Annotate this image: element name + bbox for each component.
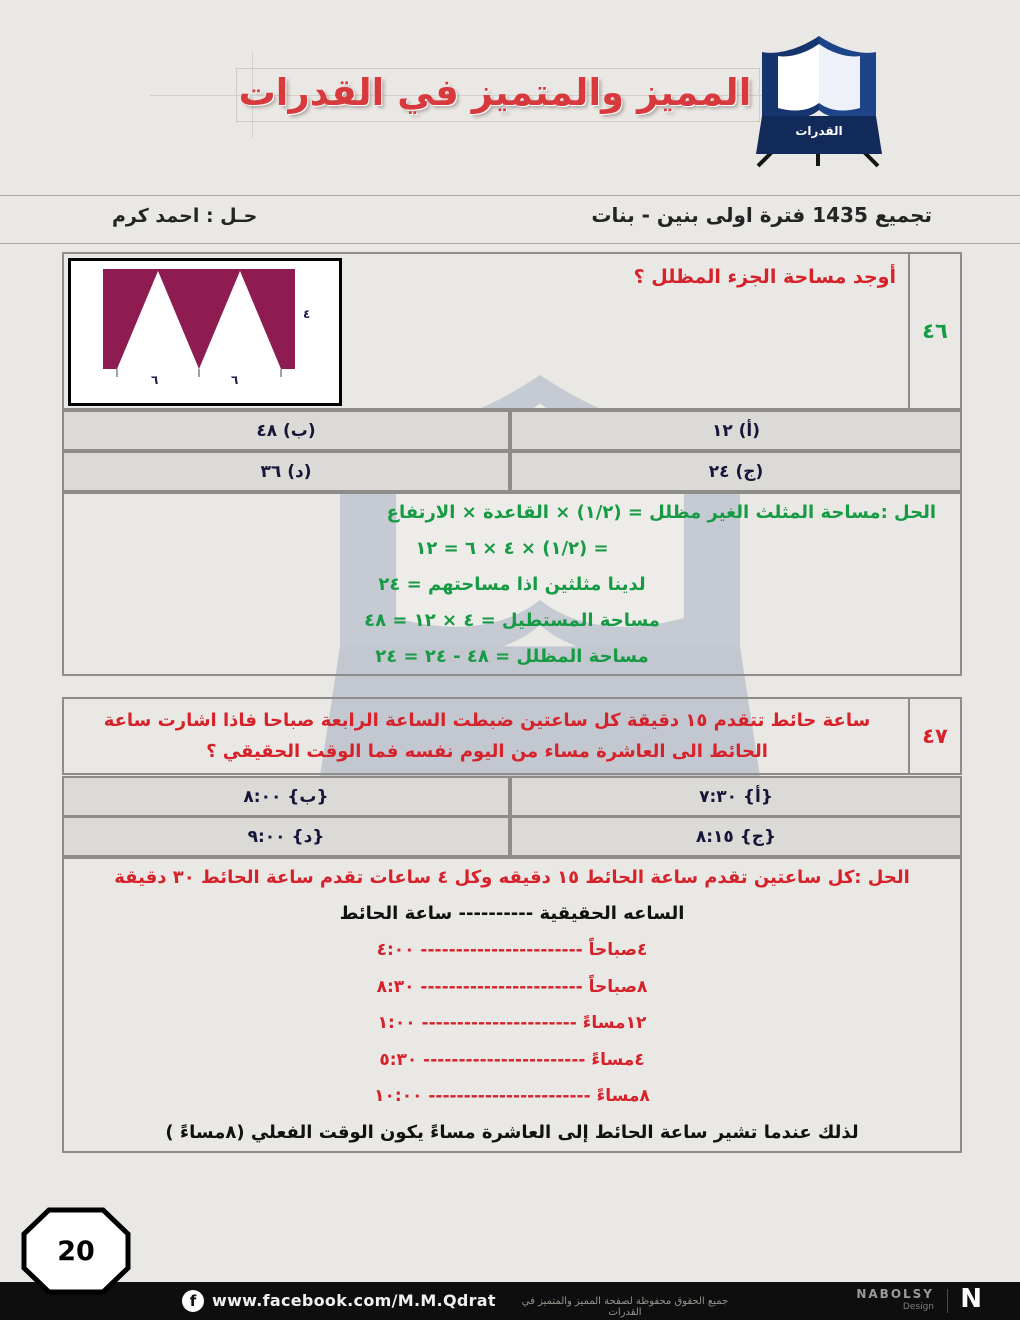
header-divider-top bbox=[0, 195, 1020, 196]
designer-subtitle: Design bbox=[902, 1302, 934, 1312]
q46-option-c: (ج) ٢٤ bbox=[510, 451, 962, 492]
q47-option-a: {أ} ٧:٣٠ bbox=[510, 776, 962, 817]
q47-solution-box bbox=[62, 857, 962, 1153]
designer-logo-letter: N bbox=[960, 1284, 982, 1314]
designer-name: NABOLSY bbox=[856, 1287, 934, 1301]
q47-solution-intro: الحل :كل ساعتين تقدم ساعة الحائط ١٥ دقيقه وكل ٤ ساعات تقدم ساعة الحائط ٣٠ دقيقة bbox=[114, 866, 910, 888]
rights-notice: جميع الحقوق محفوظة لصفحة المميز والمتميز في القدرات bbox=[521, 1296, 729, 1318]
book-logo-icon bbox=[752, 24, 886, 168]
brand-title: المميز والمتميز في القدرات bbox=[238, 71, 752, 114]
designer-credit bbox=[856, 1287, 934, 1312]
facebook-icon: f bbox=[182, 1290, 204, 1312]
brand-book-logo bbox=[752, 24, 886, 168]
question-46-box bbox=[62, 252, 962, 410]
q47-solution-row-2: ٨صباحاً ----------------------- ٨:٣٠ bbox=[376, 976, 648, 997]
q46-option-a: (أ) ١٢ bbox=[510, 410, 962, 451]
collection-title: تجميع 1435 فترة اولى بنين - بنات bbox=[591, 203, 932, 227]
q46-option-b: (ب) ٤٨ bbox=[62, 410, 510, 451]
header-divider-bottom bbox=[0, 243, 1020, 244]
q47-solution-row-5: ٨مساءً ----------------------- ١٠:٠٠ bbox=[374, 1086, 650, 1107]
figure-base-label-1: ٦ bbox=[151, 373, 159, 387]
q47-solution-row-3: ١٢مساءً ---------------------- ١:٠٠ bbox=[377, 1013, 647, 1034]
q46-solution-line-1: الحل :مساحة المثلث الغير مظلل = (١/٢) × القاعدة × الارتفاع bbox=[386, 501, 936, 523]
q46-figure bbox=[68, 258, 342, 406]
q47-option-d: {د} ٩:٠٠ bbox=[62, 816, 510, 857]
page-number: 20 bbox=[57, 1235, 95, 1267]
book-logo-badge-text: القدرات bbox=[795, 124, 843, 138]
q46-option-d: (د) ٣٦ bbox=[62, 451, 510, 492]
q47-solution-columns: الساعه الحقيقية ---------- ساعة الحائط bbox=[339, 903, 685, 925]
figure-height-label: ٤ bbox=[303, 307, 311, 321]
figure-base-label-2: ٦ bbox=[231, 373, 239, 387]
q46-solution-line-2: = (١/٢) × ٤ × ٦ = ١٢ bbox=[415, 537, 609, 559]
q47-option-c: {ج} ٨:١٥ bbox=[510, 816, 962, 857]
question-47-text: ساعة حائط تتقدم ١٥ دقيقة كل ساعتين ضبطت الساعة الرابعة صباحا فاذا اشارت ساعة الحائط الى العاشرة مساء من اليوم نفسه فما الوقت الحقيقي ؟ bbox=[103, 710, 871, 762]
facebook-url: www.facebook.com/M.M.Qdrat bbox=[212, 1291, 496, 1310]
q47-solution-row-4: ٤مساءً ----------------------- ٥:٣٠ bbox=[379, 1049, 645, 1070]
question-47-number: ٤٧ bbox=[908, 699, 960, 773]
q46-solution-line-4: مساحة المستطيل = ٤ × ١٢ = ٤٨ bbox=[364, 609, 660, 631]
q46-solution-box bbox=[62, 492, 962, 676]
q46-solution-line-5: مساحة المظلل = ٤٨ - ٢٤ = ٢٤ bbox=[375, 645, 649, 667]
question-47-box bbox=[62, 697, 962, 775]
question-46-number: ٤٦ bbox=[908, 254, 960, 408]
q47-option-b: {ب} ٨:٠٠ bbox=[62, 776, 510, 817]
question-46-text: أوجد مساحة الجزء المظلل ؟ bbox=[633, 266, 896, 288]
shaded-rectangle-triangles-icon bbox=[71, 261, 333, 397]
page-number-badge bbox=[20, 1206, 132, 1296]
footer-divider bbox=[947, 1289, 948, 1313]
solver-credit: حـل : احمد كرم bbox=[112, 205, 258, 227]
footer-bar bbox=[0, 1282, 1020, 1320]
q47-solution-row-1: ٤صباحاً ----------------------- ٤:٠٠ bbox=[376, 940, 648, 961]
q47-solution-conclusion: لذلك عندما تشير ساعة الحائط إلى العاشرة مساءً يكون الوقت الفعلي (٨مساءً ) bbox=[165, 1122, 859, 1144]
q46-solution-line-3: لدينا مثلثين اذا مساحتهم = ٢٤ bbox=[378, 573, 646, 595]
